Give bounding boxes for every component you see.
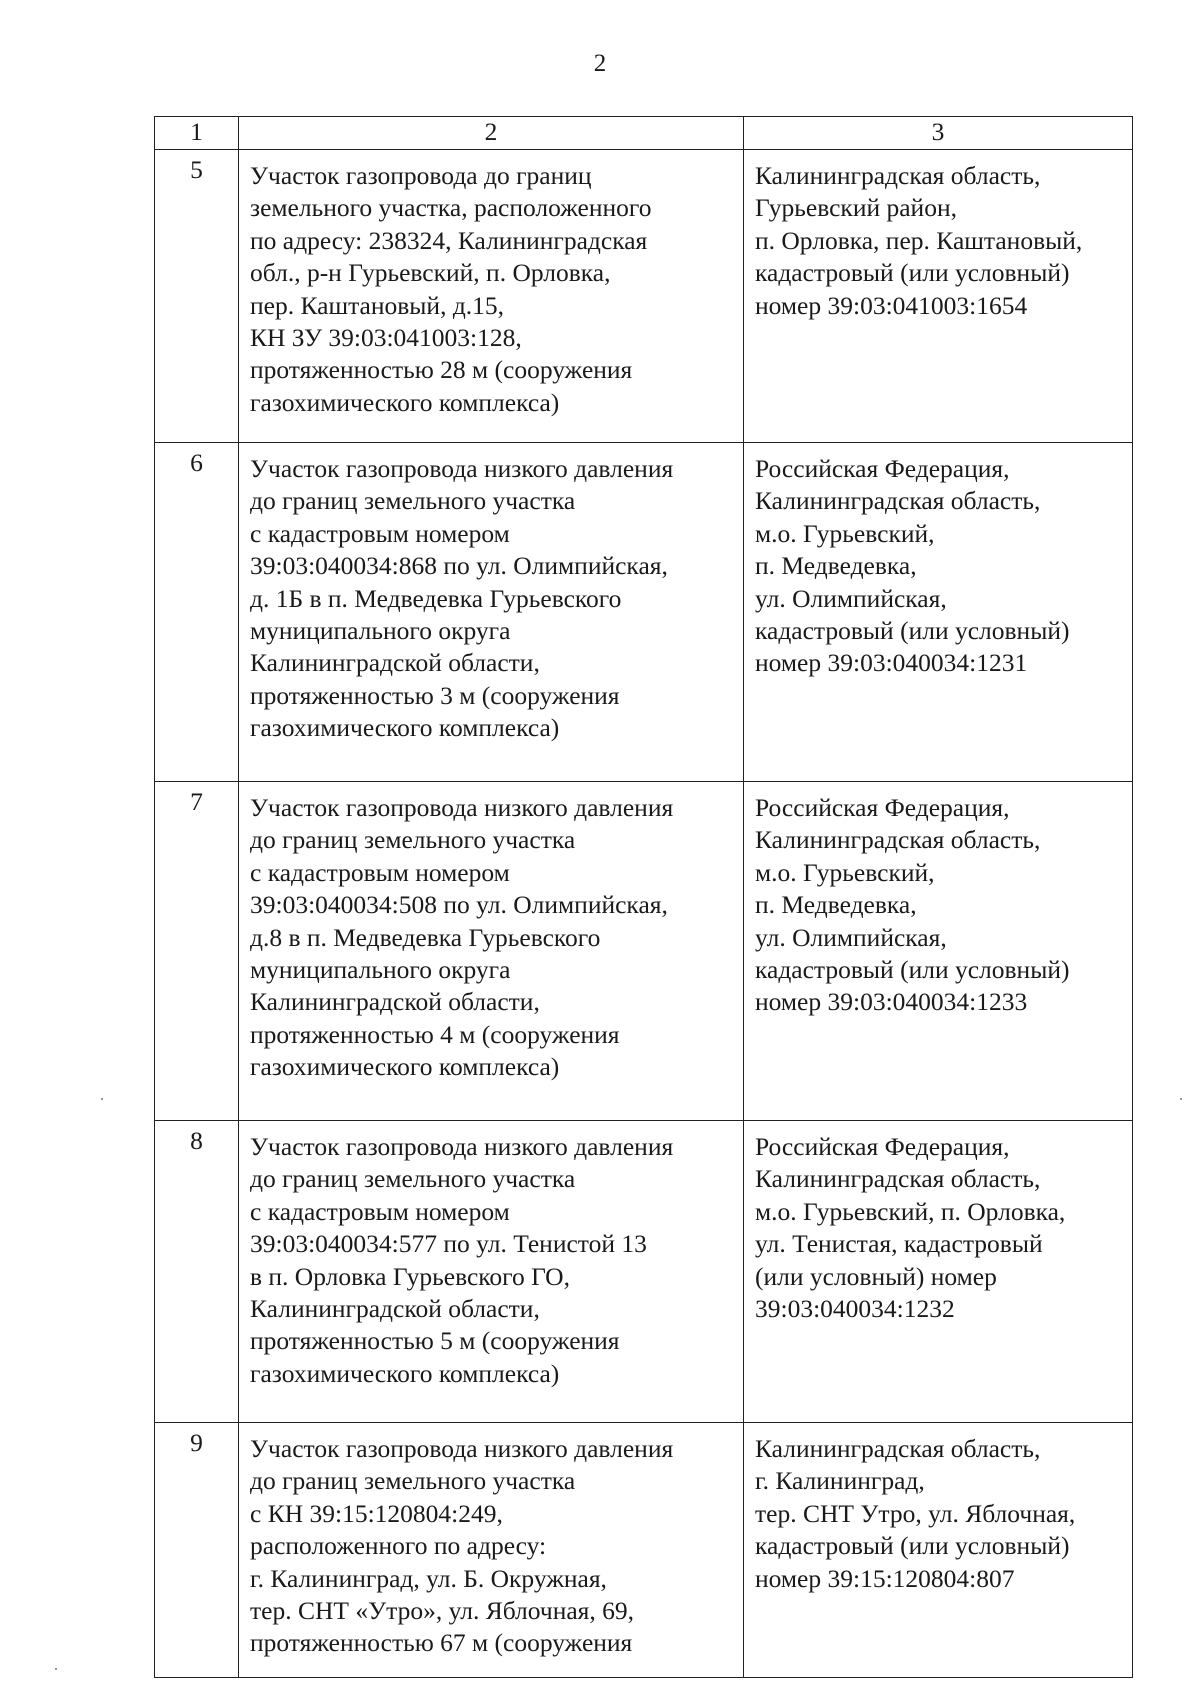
address-line: номер 39:15:120804:807: [755, 1563, 1015, 1593]
address-line: кадастровый (или условный): [755, 258, 1070, 288]
description-line: с кадастровым номером: [250, 518, 510, 548]
address-line: номер 39:03:041003:1654: [755, 290, 1028, 320]
row-number: 5: [155, 150, 239, 443]
row-number: 9: [155, 1423, 239, 1678]
object-address: [744, 782, 1133, 1121]
description-line: муниципального округа: [250, 616, 511, 646]
table-row: [155, 443, 1133, 782]
object-address: [744, 150, 1133, 443]
column-header-3: 3: [744, 117, 1133, 150]
row-number: 7: [155, 782, 239, 1121]
description-line: протяженностью 5 м (сооружения: [250, 1326, 620, 1356]
description-line: до границ земельного участка: [250, 486, 576, 516]
description-line: газохимического комплекса): [250, 1052, 560, 1082]
description-line: обл., р-н Гурьевский, п. Орловка,: [250, 258, 611, 288]
object-description: [239, 1121, 744, 1423]
address-line: (или условный) номер: [755, 1261, 997, 1291]
description-line: Участок газопровода низкого давления: [250, 454, 674, 483]
description-line: протяженностью 28 м (сооружения: [250, 355, 633, 385]
description-line: в п. Орловка Гурьевского ГО,: [250, 1261, 570, 1291]
address-line: кадастровый (или условный): [755, 955, 1070, 985]
description-line: по адресу: 238324, Калининградская: [250, 225, 648, 255]
address-line: Калининградская область,: [755, 1434, 1041, 1463]
object-description: [239, 1423, 744, 1678]
object-address: [744, 443, 1133, 782]
address-line: тер. СНТ Утро, ул. Яблочная,: [755, 1498, 1076, 1528]
description-line: газохимического комплекса): [250, 1358, 560, 1388]
scan-speck: [101, 1098, 103, 1100]
description-line: протяженностью 4 м (сооружения: [250, 1019, 620, 1049]
page-number: 2: [593, 50, 607, 77]
description-line: тер. СНТ «Утро», ул. Яблочная, 69,: [250, 1596, 635, 1626]
description-line: с кадастровым номером: [250, 857, 510, 887]
description-line: протяженностью 3 м (сооружения: [250, 680, 620, 710]
description-line: 39:03:040034:508 по ул. Олимпийская,: [250, 890, 668, 920]
address-line: номер 39:03:040034:1231: [755, 648, 1028, 678]
table-row: [155, 782, 1133, 1121]
address-line: номер 39:03:040034:1233: [755, 987, 1028, 1017]
registry-table: [154, 116, 1133, 1678]
table-header-row: [155, 117, 1133, 150]
description-line: до границ земельного участка: [250, 825, 576, 855]
description-line: газохимического комплекса): [250, 713, 560, 743]
description-line: 39:03:040034:577 по ул. Тенистой 13: [250, 1229, 647, 1259]
address-line: Российская Федерация,: [755, 454, 1010, 483]
address-line: м.о. Гурьевский, п. Орловка,: [755, 1196, 1066, 1226]
description-line: Участок газопровода низкого давления: [250, 1434, 674, 1463]
address-line: п. Медведевка,: [755, 551, 917, 581]
description-line: до границ земельного участка: [250, 1164, 576, 1194]
address-line: Российская Федерация,: [755, 793, 1010, 822]
object-address: [744, 1423, 1133, 1678]
address-line: г. Калининград,: [755, 1466, 925, 1496]
description-line: Участок газопровода до границ: [250, 161, 592, 190]
address-line: Калининградская область,: [755, 161, 1041, 190]
address-line: м.о. Гурьевский,: [755, 857, 935, 887]
description-line: д. 1Б в п. Медведевка Гурьевского: [250, 583, 622, 613]
table-row: [155, 150, 1133, 443]
address-line: кадастровый (или условный): [755, 1531, 1070, 1561]
table-row: [155, 1423, 1133, 1678]
address-line: Калининградская область,: [755, 1164, 1041, 1194]
description-line: расположенного по адресу:: [250, 1531, 547, 1561]
object-description: [239, 782, 744, 1121]
description-line: Участок газопровода низкого давления: [250, 793, 674, 822]
description-line: г. Калининград, ул. Б. Окружная,: [250, 1563, 607, 1593]
address-line: п. Орловка, пер. Каштановый,: [755, 225, 1083, 255]
description-line: д.8 в п. Медведевка Гурьевского: [250, 922, 601, 952]
address-line: п. Медведевка,: [755, 890, 917, 920]
address-line: 39:03:040034:1232: [755, 1294, 955, 1324]
description-line: Калининградской области,: [250, 987, 540, 1017]
description-line: земельного участка, расположенного: [250, 193, 652, 223]
description-line: 39:03:040034:868 по ул. Олимпийская,: [250, 551, 668, 581]
address-line: Калининградская область,: [755, 486, 1041, 516]
object-description: [239, 150, 744, 443]
description-line: Участок газопровода низкого давления: [250, 1132, 674, 1161]
description-line: до границ земельного участка: [250, 1466, 576, 1496]
table-row: [155, 1121, 1133, 1423]
row-number: 6: [155, 443, 239, 782]
address-line: Гурьевский район,: [755, 193, 957, 223]
description-line: Калининградской области,: [250, 1294, 540, 1324]
scan-speck: [55, 1668, 57, 1670]
description-line: муниципального округа: [250, 955, 511, 985]
description-line: протяженностью 67 м (сооружения: [250, 1628, 633, 1658]
column-header-2: 2: [239, 117, 744, 150]
address-line: Российская Федерация,: [755, 1132, 1010, 1161]
description-line: КН ЗУ 39:03:041003:128,: [250, 323, 522, 353]
address-line: ул. Олимпийская,: [755, 583, 947, 613]
column-header-1: 1: [155, 117, 239, 150]
description-line: Калининградской области,: [250, 648, 540, 678]
address-line: ул. Олимпийская,: [755, 922, 947, 952]
address-line: Калининградская область,: [755, 825, 1041, 855]
address-line: м.о. Гурьевский,: [755, 518, 935, 548]
description-line: газохимического комплекса): [250, 387, 560, 417]
object-description: [239, 443, 744, 782]
description-line: пер. Каштановый, д.15,: [250, 290, 505, 320]
description-line: с КН 39:15:120804:249,: [250, 1498, 503, 1528]
scan-speck: [1180, 1098, 1182, 1100]
address-line: кадастровый (или условный): [755, 616, 1070, 646]
address-line: ул. Тенистая, кадастровый: [755, 1229, 1043, 1259]
object-address: [744, 1121, 1133, 1423]
row-number: 8: [155, 1121, 239, 1423]
description-line: с кадастровым номером: [250, 1196, 510, 1226]
